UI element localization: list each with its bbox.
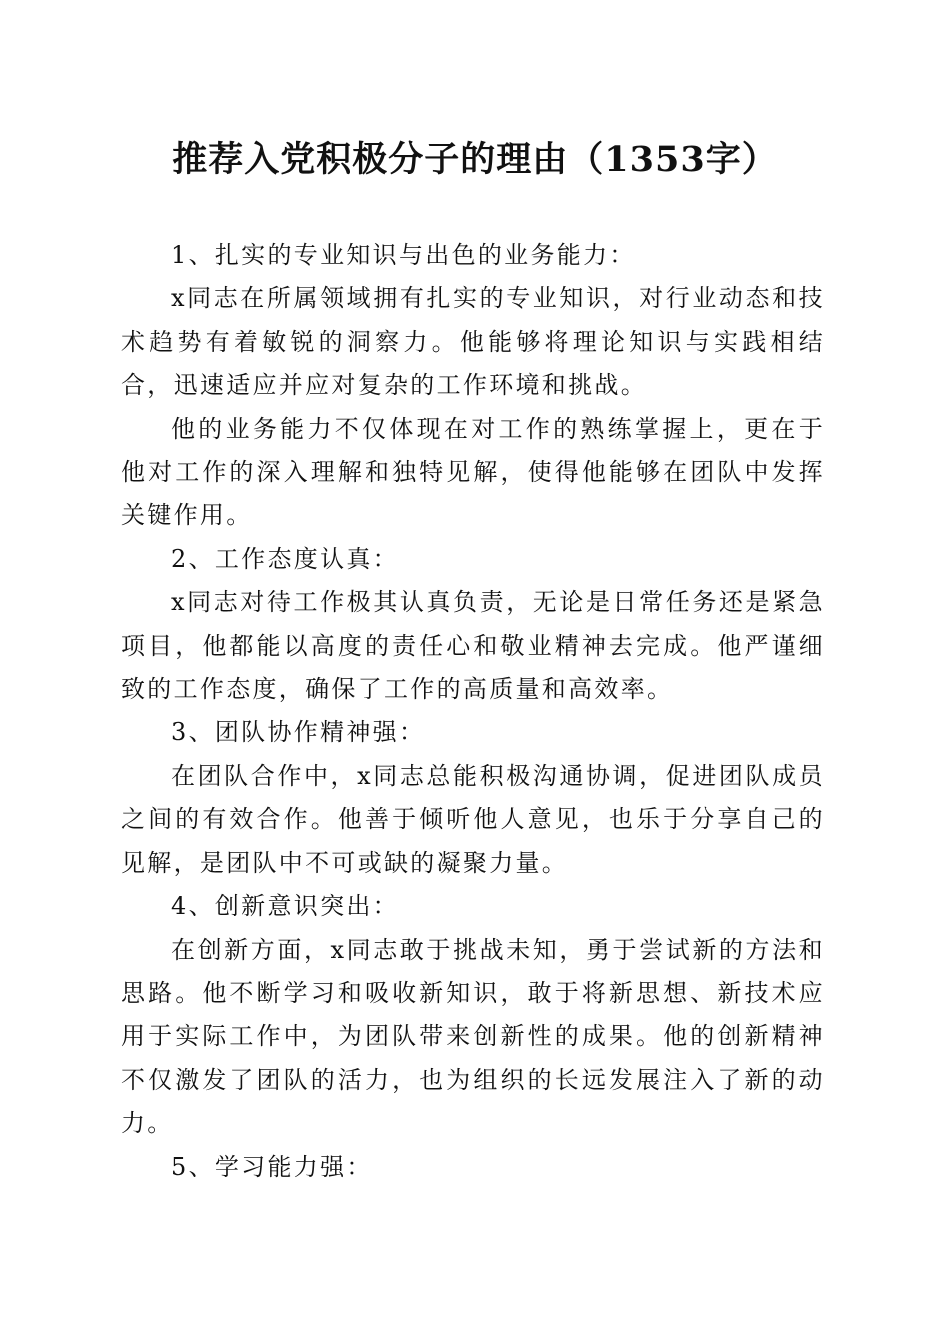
paragraph: 在团队合作中，x同志总能积极沟通协调，促进团队成员之间的有效合作。他善于倾听他人意见，也乐于分享自己的见解，是团队中不可或缺的凝聚力量。 — [121, 761, 825, 877]
paragraph: 他的业务能力不仅体现在对工作的熟练掌握上，更在于他对工作的深入理解和独特见解，使得他能够在团队中发挥关键作用。 — [121, 414, 825, 530]
section-heading-1: 1、扎实的专业知识与出色的业务能力： — [171, 241, 636, 269]
document-title: 推荐入党积极分子的理由（1353字） — [172, 139, 778, 180]
paragraph: x同志对待工作极其认真负责，无论是日常任务还是紧急项目，他都能以高度的责任心和敬业精神去完成。他严谨细致的工作态度，确保了工作的高质量和高效率。 — [121, 588, 825, 704]
section-heading-4: 4、创新意识突出： — [171, 892, 399, 921]
section-heading-3: 3、团队协作精神强： — [171, 718, 426, 747]
document-body — [121, 234, 825, 1189]
section-heading-5: 5、学习能力强： — [171, 1152, 373, 1181]
paragraph: x同志在所属领域拥有扎实的专业知识，对行业动态和技术趋势有着敏锐的洞察力。他能够将理论知识与实践相结合，迅速适应并应对复杂的工作环境和挑战。 — [121, 284, 825, 400]
section-heading-2: 2、工作态度认真： — [171, 544, 399, 573]
paragraph: 在创新方面，x同志敢于挑战未知，勇于尝试新的方法和思路。他不断学习和吸收新知识，敢于将新思想、新技术应用于实际工作中，为团队带来创新性的成果。他的创新精神不仅激发了团队的活力，也为组织的长远发展注入了新的动力。 — [121, 935, 825, 1138]
